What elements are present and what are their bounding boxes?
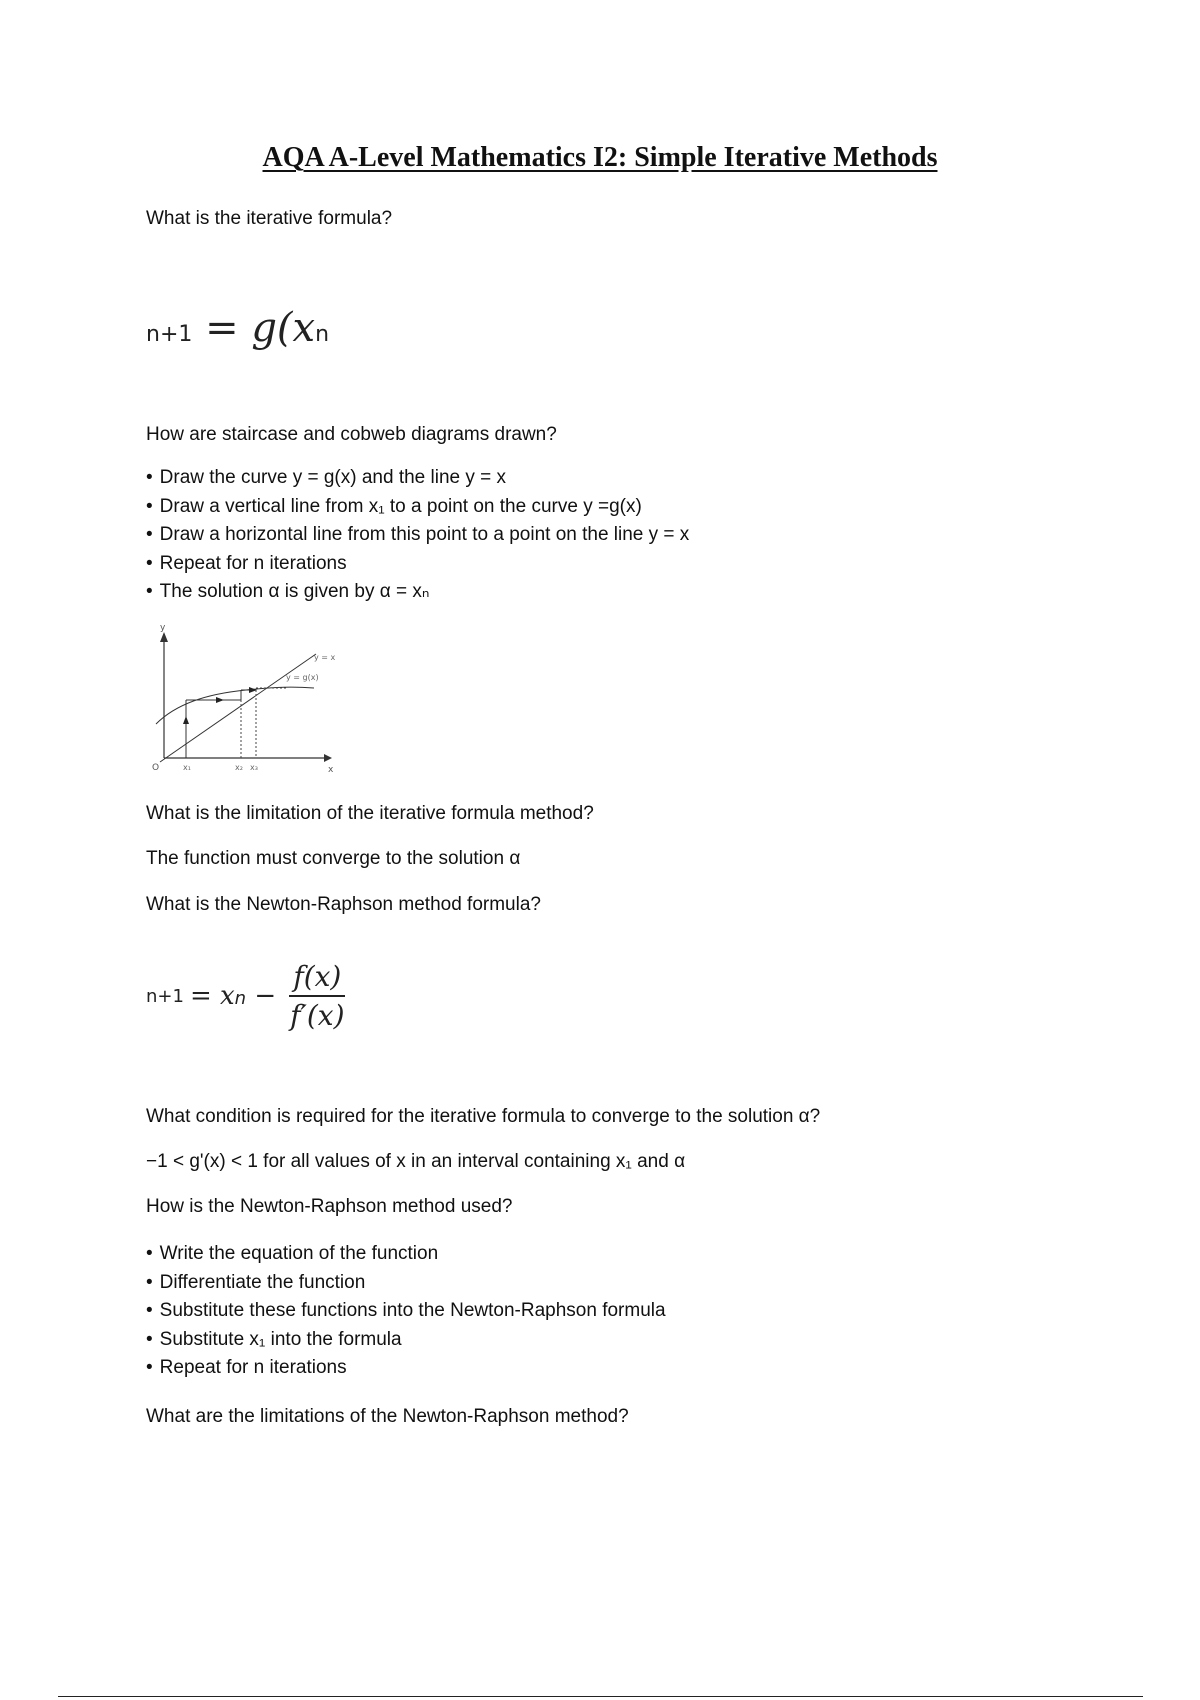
newton-raphson-steps-list: [146, 1240, 666, 1383]
newton-raphson-formula: [146, 960, 349, 1032]
curve-label: y = g(x): [286, 673, 319, 682]
question-staircase-cobweb: How are staircase and cobweb diagrams drawn?: [146, 424, 557, 445]
list-item: • Substitute x₁ into the formula: [146, 1326, 666, 1355]
answer-iterative-limitation: The function must converge to the solution α: [146, 848, 521, 869]
list-item: • Write the equation of the function: [146, 1240, 666, 1269]
question-newton-raphson-formula: What is the Newton-Raphson method formula?: [146, 894, 541, 915]
formula-subscript: n+1: [146, 322, 193, 347]
staircase-steps-list: [146, 464, 689, 607]
formula-equals: =: [205, 305, 239, 351]
list-item: • Substitute these functions into the Newton-Raphson formula: [146, 1297, 666, 1326]
origin-label: O: [152, 763, 160, 773]
formula-denominator: f′(x): [290, 999, 345, 1032]
question-newton-raphson-usage: How is the Newton-Raphson method used?: [146, 1196, 513, 1217]
up-arrow-icon: [183, 716, 189, 724]
footer-divider: [58, 1696, 1143, 1697]
formula-x-subscript: n: [234, 988, 247, 1009]
formula-fraction: [286, 960, 348, 1032]
formula-equals-text: = x: [189, 981, 235, 1011]
question-iterative-formula: What is the iterative formula?: [146, 208, 393, 229]
list-item: • Draw a vertical line from x₁ to a point on the curve y =g(x): [146, 493, 689, 522]
x-axis-label: x: [328, 765, 334, 775]
formula-rhs: g(x: [251, 305, 316, 351]
iterative-formula: [146, 305, 329, 351]
x1-label: x₁: [183, 763, 191, 772]
x2-label: x₂: [235, 763, 243, 772]
formula-minus: −: [254, 981, 277, 1011]
question-convergence-condition: What condition is required for the iterative formula to converge to the solution α?: [146, 1106, 821, 1127]
question-iterative-limitation: What is the limitation of the iterative formula method?: [146, 803, 594, 824]
x-axis-arrow-icon: [324, 754, 332, 762]
list-item: • Repeat for n iterations: [146, 1354, 666, 1383]
curve-y-equals-gx: [156, 687, 314, 724]
list-item: • Differentiate the function: [146, 1269, 666, 1298]
staircase-diagram: [146, 620, 336, 780]
formula-equals: [190, 981, 276, 1011]
answer-convergence-condition: −1 < g'(x) < 1 for all values of x in an interval containing x₁ and α: [146, 1151, 686, 1172]
question-newton-raphson-limitations: What are the limitations of the Newton-Raphson method?: [146, 1406, 629, 1427]
list-item: • Draw the curve y = g(x) and the line y = x: [146, 464, 689, 493]
formula-subscript: n+1: [146, 985, 184, 1007]
list-item: • Draw a horizontal line from this point to a point on the line y = x: [146, 521, 689, 550]
list-item: • Repeat for n iterations: [146, 550, 689, 579]
line-y-equals-x: [160, 654, 316, 762]
list-item: • The solution α is given by α = xₙ: [146, 578, 689, 607]
y-axis-arrow-icon: [160, 632, 168, 642]
right-arrow-icon: [216, 697, 224, 703]
formula-numerator: f(x): [289, 960, 345, 997]
formula-rhs-subscript: n: [315, 322, 330, 347]
x3-label: x₃: [250, 763, 258, 772]
line-label: y = x: [314, 653, 336, 662]
page-title: AQA A-Level Mathematics I2: Simple Iterative Methods: [262, 142, 938, 173]
y-axis-label: y: [160, 623, 166, 633]
